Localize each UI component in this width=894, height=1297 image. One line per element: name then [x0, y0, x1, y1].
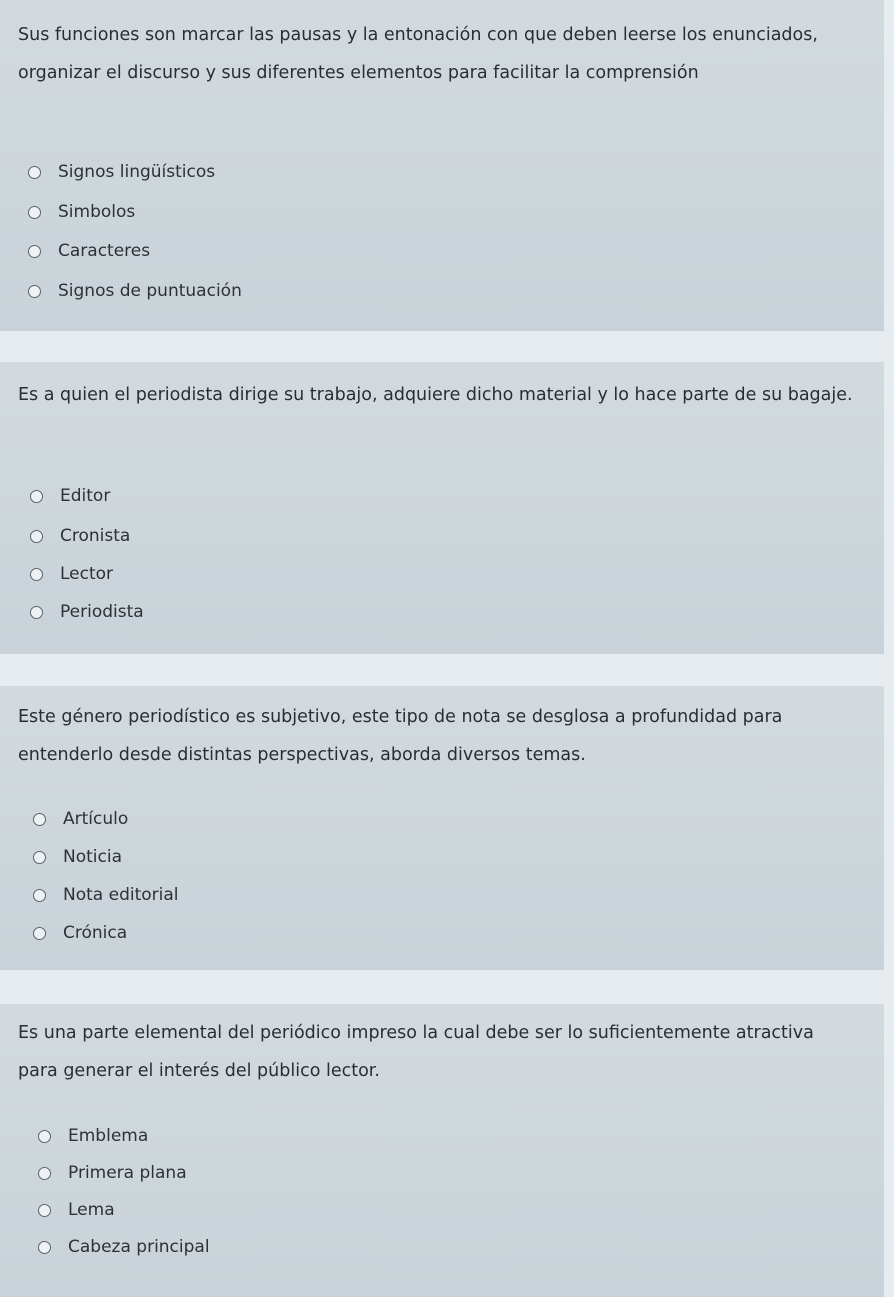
option-label: Crónica	[63, 923, 128, 943]
radio-button[interactable]	[38, 1130, 51, 1143]
radio-button[interactable]	[33, 813, 46, 826]
question-card-2	[0, 362, 884, 654]
option-label: Lema	[68, 1200, 115, 1220]
option-label: Periodista	[60, 602, 144, 622]
option-label: Nota editorial	[63, 885, 179, 905]
answer-option[interactable]	[33, 876, 179, 914]
radio-button[interactable]	[33, 889, 46, 902]
option-label: Cabeza principal	[68, 1237, 210, 1257]
question-text: Es a quien el periodista dirige su trabajo, adquiere dicho material y lo hace parte de su bagaje.	[18, 385, 853, 405]
radio-button[interactable]	[30, 490, 43, 503]
answer-option[interactable]	[38, 1191, 115, 1229]
option-label: Simbolos	[58, 202, 136, 222]
radio-button[interactable]	[33, 927, 46, 940]
radio-button[interactable]	[28, 285, 41, 298]
option-label: Emblema	[68, 1126, 149, 1146]
question-text: Sus funciones son marcar las pausas y la entonación con que deben leerse los enunciados, organizar el discurso y sus diferentes elementos para facilitar la comprensión	[18, 25, 818, 83]
radio-button[interactable]	[38, 1167, 51, 1180]
question-card-1	[0, 0, 884, 331]
answer-option[interactable]	[30, 477, 110, 515]
option-label: Lector	[60, 564, 114, 584]
radio-button[interactable]	[33, 851, 46, 864]
radio-button[interactable]	[38, 1241, 51, 1254]
question-card-4	[0, 1004, 884, 1297]
answer-option[interactable]	[28, 272, 242, 310]
option-label: Noticia	[63, 847, 122, 867]
radio-button[interactable]	[30, 530, 43, 543]
option-label: Primera plana	[68, 1163, 187, 1183]
answer-option[interactable]	[38, 1154, 187, 1192]
answer-option[interactable]	[38, 1228, 210, 1266]
option-label: Signos de puntuación	[58, 281, 242, 301]
question-text: Es una parte elemental del periódico impreso la cual debe ser lo suficientemente atractiva para generar el interés del público lector.	[18, 1023, 814, 1081]
answer-option[interactable]	[28, 193, 135, 231]
option-label: Signos lingüísticos	[58, 162, 216, 182]
radio-button[interactable]	[28, 245, 41, 258]
answer-option[interactable]	[28, 232, 150, 270]
option-label: Artículo	[63, 809, 129, 829]
radio-button[interactable]	[38, 1204, 51, 1217]
radio-button[interactable]	[30, 606, 43, 619]
question-text: Este género periodístico es subjetivo, este tipo de nota se desglosa a profundidad para entenderlo desde distintas perspectivas, aborda diversos temas.	[18, 707, 783, 765]
option-label: Cronista	[60, 526, 131, 546]
answer-option[interactable]	[33, 800, 128, 838]
option-label: Caracteres	[58, 241, 151, 261]
answer-option[interactable]	[33, 838, 122, 876]
radio-button[interactable]	[28, 206, 41, 219]
question-card-3	[0, 686, 884, 970]
answer-option[interactable]	[28, 153, 215, 191]
radio-button[interactable]	[28, 166, 41, 179]
answer-option[interactable]	[38, 1117, 148, 1155]
answer-option[interactable]	[33, 914, 127, 952]
radio-button[interactable]	[30, 568, 43, 581]
option-label: Editor	[60, 486, 111, 506]
answer-option[interactable]	[30, 555, 113, 593]
answer-option[interactable]	[30, 517, 130, 555]
answer-option[interactable]	[30, 593, 144, 631]
